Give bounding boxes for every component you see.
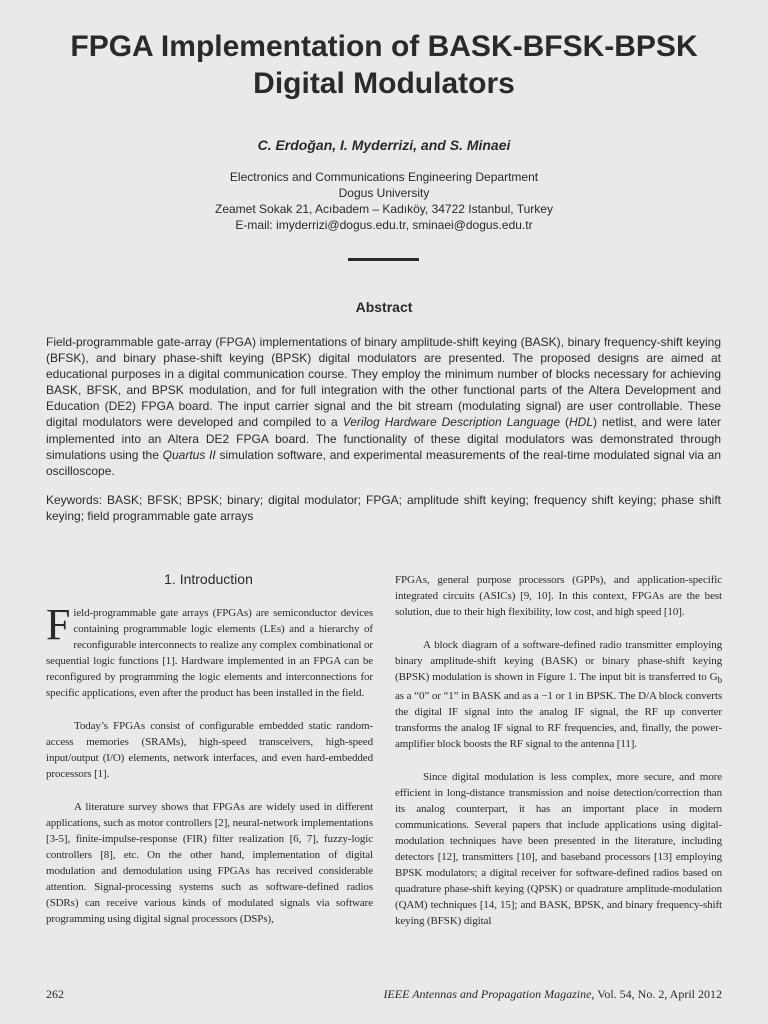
paper-title: FPGA Implementation of BASK-BFSK-BPSK Digital Modulators: [70, 30, 698, 100]
paragraph: Since digital modulation is less complex, more secure, and more efficient in long-distance transmission and noise detection/correction than its analog counterpart, it has an important place in modern communications. Several papers that include applications using digital-modulation techniques have been presented in the literature, including detectors [12], transmitters [10], and baseband processors [13] employing BPSK modulators; a digital receiver for software-defined radios based on quadrature phase-shift keying (QPSK) or quadrature amplitude-modulation (QAM) techniques [14, 15]; and BASK, BPSK, and binary frequency-shift keying (BFSK) digital: [395, 771, 722, 928]
subscript: b: [717, 675, 722, 686]
drop-cap: F: [46, 600, 71, 649]
paragraph: Field-programmable gate arrays (FPGAs) are semiconductor devices containing programmable logic elements (LEs) and a hierarchy of reconfigurable interconnects to realize any complex combinational or sequential logic functions [1]. Hardware implemented in an FPGA can be reconfigured by programming the logic elements and interconnections for specific applications, even after the product has been installed in the field.: [46, 600, 373, 699]
affiliation-email: E-mail: imyderrizi@dogus.edu.tr, sminaei@dogus.edu.tr: [235, 218, 533, 232]
journal-citation: IEEE Antennas and Propagation Magazine, Vol. 54, No. 2, April 2012: [383, 987, 722, 1001]
left-column: [46, 600, 373, 944]
abstract-emphasis: Quartus II: [162, 447, 216, 462]
affiliation-block: [0, 169, 768, 233]
keywords: Keywords: BASK; BFSK; BPSK; binary; digital modulator; FPGA; amplitude shift keying; frequency shift keying; phase shift keying; field programmable gate arrays: [46, 493, 721, 524]
abstract-emphasis: Verilog Hardware Description Language: [342, 415, 560, 430]
affiliation-department: Electronics and Communications Engineering Department: [229, 170, 539, 184]
paragraph: A block diagram of a software-defined radio transmitter employing binary amplitude-shift keying (BASK) or binary phase-shift keying (BPSK) modulation is shown in Figure 1. The input bit is transferred to $G_b$ as a “0” or “1” in BASK and as a −1 or 1 in BPSK. The D/A block converts the digital IF signal into the analog IF signal, the RF up converter transforms the analog IF signal to RF frequencies, and, finally, the power-amplifier block boosts the RF signal to the antenna [11].: [395, 639, 722, 751]
journal-name: IEEE Antennas and Propagation Magazine: [383, 987, 592, 1001]
right-column: [395, 572, 722, 946]
paragraph: FPGAs, general purpose processors (GPPs), and application-specific integrated circuits (ASICs) [9, 10]. In this context, FPGAs are the best solution, due to their high flexibility, low cost, and high speed [10].: [395, 574, 722, 618]
abstract-text: Field-programmable gate-array (FPGA) implementations of binary amplitude-shift keying (BASK), binary frequency-shift keying (BFSK), and binary phase-shift keying (BPSK) digital modulators are presented. The proposed designs are aimed at educational purposes in a digital communication course. They employ the minimum number of blocks necessary for achieving BASK, BFSK, and BPSK modulation, and for full integration with the other functional parts of the Altera Development and Education (DE2) FPGA board. The input carrier signal and the bit stream (modulating signal) are user controllable. These digital modulators were developed and compiled to a Verilog Hardware Description Language (HDL) netlist, and were later implemented into an Altera DE2 FPGA board. The functionality of these digital modulators was demonstrated through simulations using the Quartus II simulation software, and experimental measurements of the real-time modulated signal via an oscilloscope.: [46, 335, 722, 478]
abstract-heading: Abstract: [355, 299, 413, 315]
title-divider: [348, 258, 419, 261]
paragraph: A literature survey shows that FPGAs are widely used in different applications, such as motor controllers [2], neural-network implementations [3-5], finite-impulse-response (FIR) filter realization [6, 7], fuzzy-logic controllers [8], etc. On the other hand, implementation of digital modulation and demodulation using FPGAs has received considerable attention. Signal-processing systems such as software-defined radios (SDRs) can receive various kinds of modulated signals via software programming using digital signal processors (DSPs),: [46, 801, 373, 925]
paragraph: Today’s FPGAs consist of configurable embedded static random-access memories (SRAMs), high-speed transceivers, high-speed input/output (I/O) elements, network interfaces, and even hard-embedded processors [1].: [46, 720, 373, 780]
affiliation-address: Zeamet Sokak 21, Acıbadem – Kadıköy, 34722 Istanbul, Turkey: [215, 202, 553, 216]
affiliation-university: Dogus University: [338, 186, 430, 200]
abstract-emphasis: HDL: [568, 415, 593, 430]
section-heading-introduction: 1. Introduction: [164, 571, 253, 587]
page-number: 262: [46, 987, 64, 1001]
author-list: C. Erdoğan, I. Myderrizi, and S. Minaei: [257, 137, 511, 153]
